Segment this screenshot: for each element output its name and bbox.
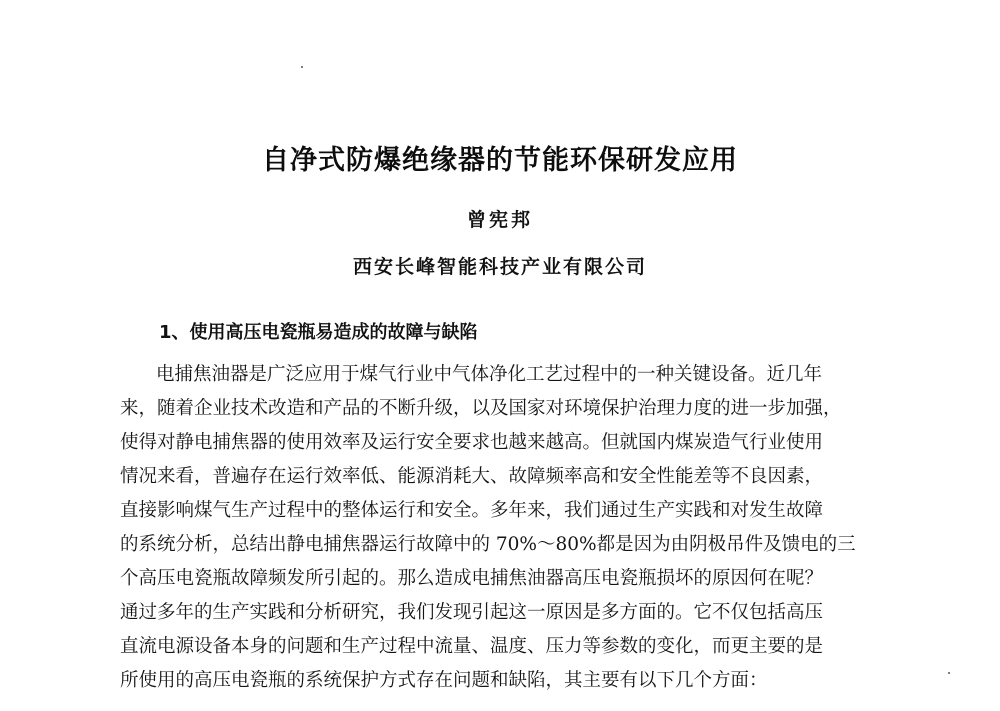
scan-speck xyxy=(948,672,950,674)
paragraph-line: 通过多年的生产实践和分析研究，我们发现引起这一原因是多方面的。它不仅包括高压 xyxy=(120,602,824,623)
paragraph-line: 所使用的高压电瓷瓶的系统保护方式存在问题和缺陷，其主要有以下几个方面： xyxy=(120,670,768,691)
paragraph-line: 电捕焦油器是广泛应用于煤气行业中气体净化工艺过程中的一种关键设备。近几年 xyxy=(156,364,823,385)
scan-speck xyxy=(301,66,303,68)
paragraph-line: 个高压电瓷瓶故障频发所引起的。那么造成电捕焦油器高压电瓷瓶损坏的原因何在呢？ xyxy=(120,568,824,589)
paragraph-line: 直流电源设备本身的问题和生产过程中流量、温度、压力等参数的变化，而更主要的是 xyxy=(120,636,824,657)
section-heading: 1、使用高压电瓷瓶易造成的故障与缺陷 xyxy=(159,322,478,343)
paragraph-line: 使得对静电捕焦器的使用效率及运行安全要求也越来越高。但就国内煤炭造气行业使用 xyxy=(120,432,824,453)
paragraph-line: 来，随着企业技术改造和产品的不断升级，以及国家对环境保护治理力度的进一步加强， xyxy=(120,398,842,419)
paragraph-line: 情况来看，普遍存在运行效率低、能源消耗大、故障频率高和安全性能差等不良因素， xyxy=(120,466,824,487)
document-title: 自净式防爆绝缘器的节能环保研发应用 xyxy=(262,145,738,176)
body-paragraph xyxy=(120,358,900,698)
paragraph-line: 直接影响煤气生产过程中的整体运行和安全。多年来，我们通过生产实践和对发生故障 xyxy=(120,500,824,521)
author-name: 曾宪邦 xyxy=(466,209,533,231)
author-affiliation: 西安长峰智能科技产业有限公司 xyxy=(352,256,647,278)
paragraph-line: 的系统分析，总结出静电捕焦器运行故障中的 70%～80%都是因为由阴极吊件及馈电的三 xyxy=(120,534,856,555)
